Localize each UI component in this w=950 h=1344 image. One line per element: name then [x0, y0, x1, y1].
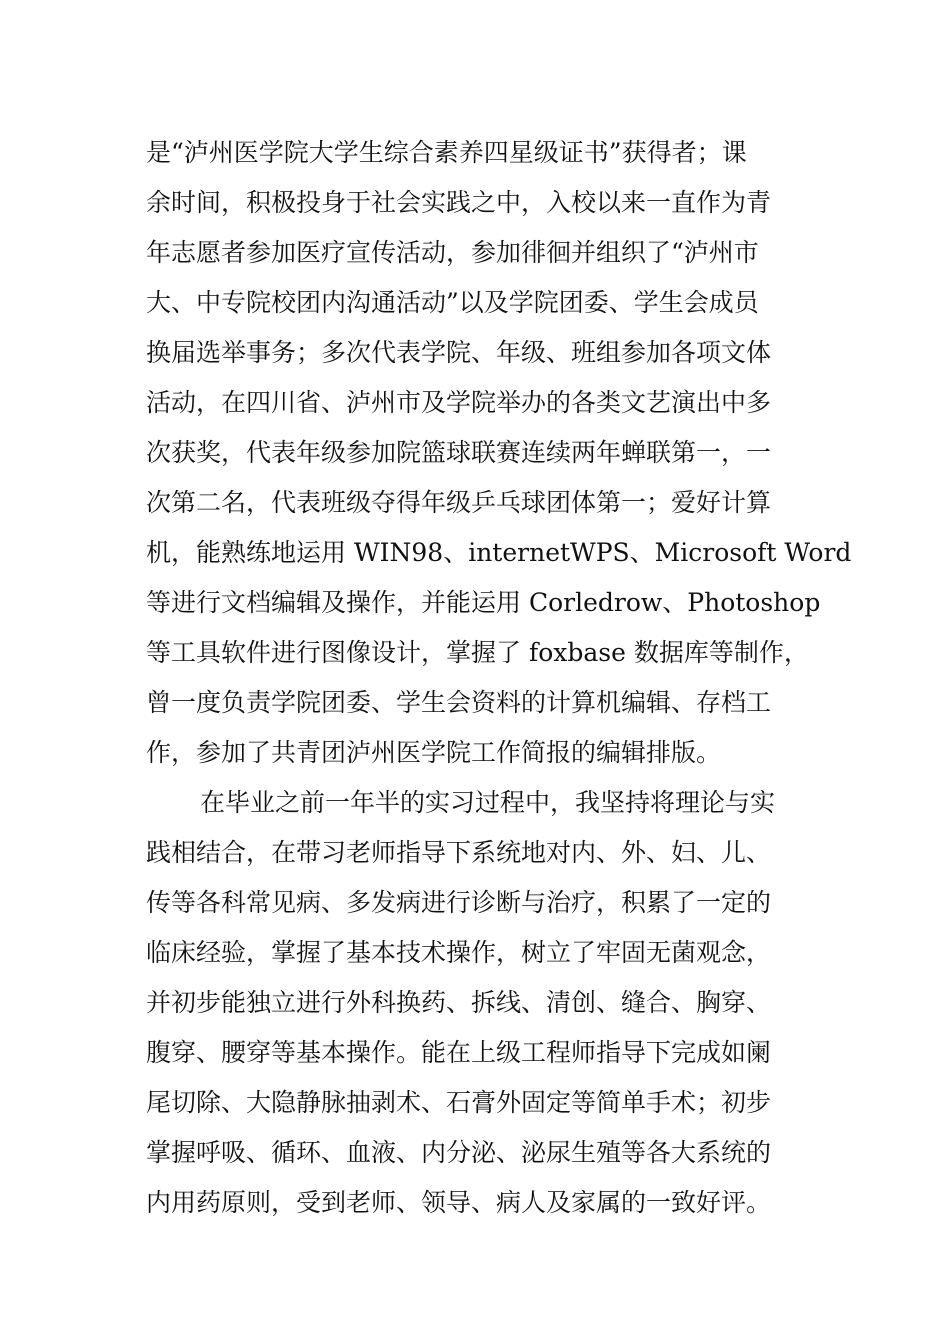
- text-line: 等工具软件进行图像设计，掌握了 foxbase 数据库等制作，: [146, 638, 809, 667]
- paragraph-1: [146, 128, 852, 778]
- text-line: 次第二名，代表班级夺得年级乒乓球团体第一；爱好计算: [146, 488, 772, 517]
- text-line: 等进行文档编辑及操作，并能运用 Corledrow、Photoshop: [146, 588, 821, 617]
- text-line: 作，参加了共青团泸州医学院工作简报的编辑排版。: [146, 738, 722, 767]
- text-line: 机，能熟练地运用 WIN98、internetWPS、Microsoft Word: [146, 538, 852, 567]
- text-line: 在毕业之前一年半的实习过程中，我坚持将理论与实: [200, 788, 776, 817]
- text-line: 余时间，积极投身于社会实践之中，入校以来一直作为青: [146, 188, 772, 217]
- text-line: 是“泸州医学院大学生综合素养四星级证书”获得者；课: [146, 138, 747, 167]
- text-line: 换届选举事务；多次代表学院、年级、班组参加各项文体: [146, 338, 772, 367]
- text-line: 掌握呼吸、循环、血液、内分泌、泌尿生殖等各大系统的: [146, 1138, 772, 1167]
- text-line: 次获奖，代表年级参加院篮球联赛连续两年蝉联第一，一: [146, 438, 772, 467]
- text-line: 并初步能独立进行外科换药、拆线、清创、缝合、胸穿、: [146, 988, 772, 1017]
- text-line: 曾一度负责学院团委、学生会资料的计算机编辑、存档工: [146, 688, 772, 717]
- text-line: 尾切除、大隐静脉抽剥术、石膏外固定等简单手术；初步: [146, 1088, 772, 1117]
- text-line: 践相结合，在带习老师指导下系统地对内、外、妇、儿、: [146, 838, 772, 867]
- text-line: 腹穿、腰穿等基本操作。能在上级工程师指导下完成如阑: [146, 1038, 772, 1067]
- text-line: 年志愿者参加医疗宣传活动，参加徘徊并组织了“泸州市: [146, 238, 759, 267]
- text-line: 内用药原则，受到老师、领导、病人及家属的一致好评。: [146, 1188, 772, 1217]
- text-line: 传等各科常见病、多发病进行诊断与治疗，积累了一定的: [146, 888, 772, 917]
- text-line: 活动，在四川省、泸州市及学院举办的各类文艺演出中多: [146, 388, 772, 417]
- document-body: [146, 128, 852, 1228]
- text-line: 临床经验，掌握了基本技术操作，树立了牢固无菌观念，: [146, 938, 772, 967]
- paragraph-2: [146, 778, 810, 1228]
- text-line: 大、中专院校团内沟通活动”以及学院团委、学生会成员: [146, 288, 759, 317]
